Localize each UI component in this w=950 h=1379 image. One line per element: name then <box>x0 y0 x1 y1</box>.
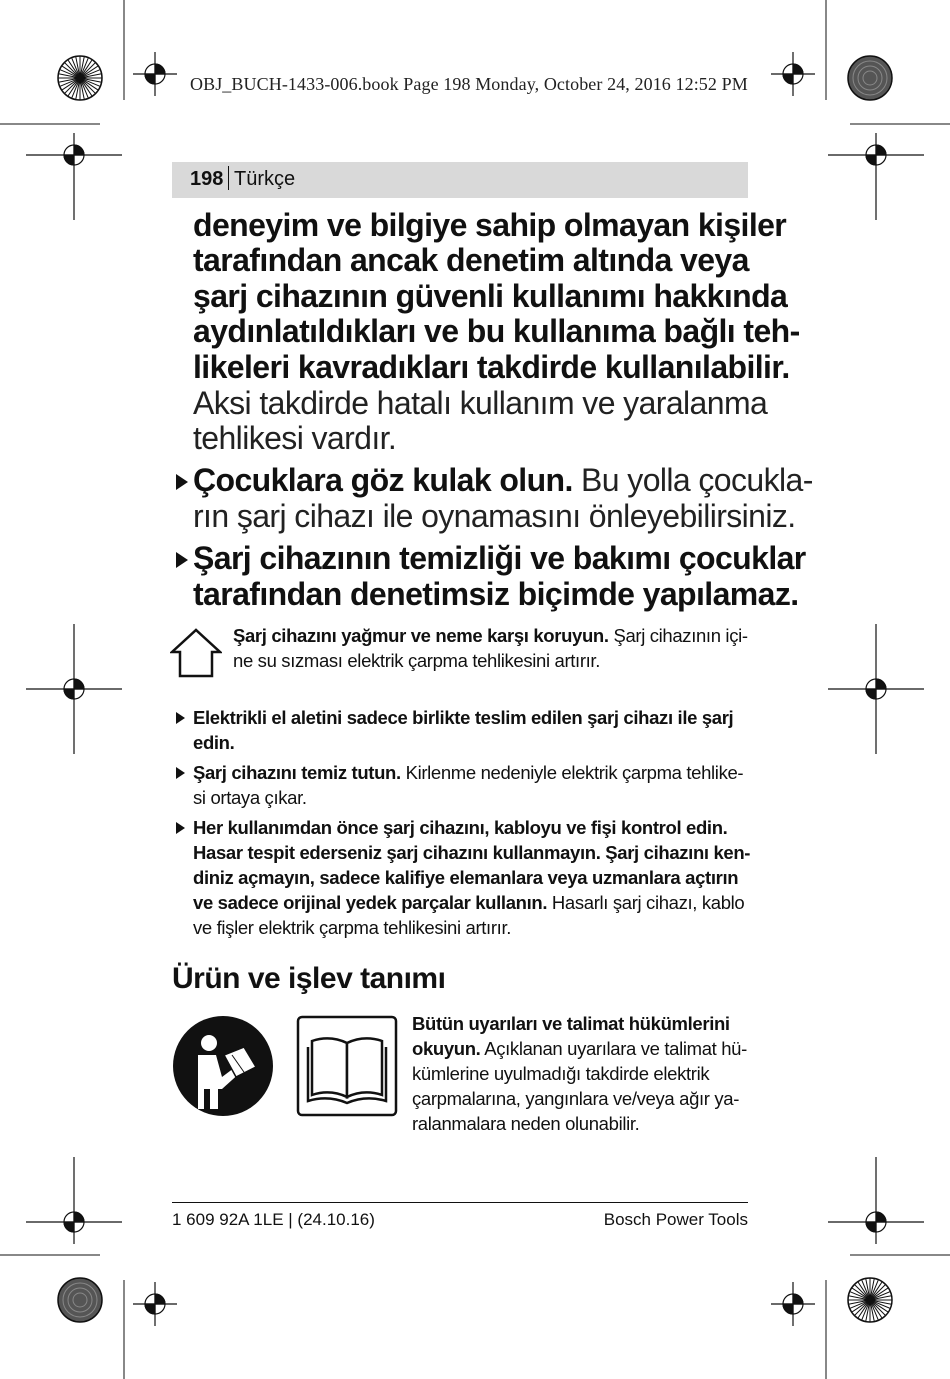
intro-line: likeleri kavradıkları takdirde kullanılabilir. <box>193 349 790 385</box>
indoor-notice <box>233 623 748 648</box>
intro-line: şarj cihazının güvenli kullanımı hakkında <box>193 278 788 314</box>
bullet-3-line5: ve fişler elektrik çarpma tehlikesini artırır. <box>193 917 512 938</box>
manual-book-icon <box>296 1015 398 1117</box>
manual-notice-text-line3: kümlerine uyulmadığı takdirde elektrik <box>412 1063 710 1084</box>
bullet-1-line2: edin. <box>193 732 235 753</box>
footer-doc-code: 1 609 92A 1LE | (24.10.16) <box>172 1210 375 1229</box>
header-divider <box>228 166 229 190</box>
warning-children-text: Bu yolla çocukla- <box>572 462 813 498</box>
warning-children-bold: Çocuklara göz kulak olun. <box>193 462 573 498</box>
bullet-3-line3-wrap <box>193 865 738 890</box>
indoor-use-house-icon <box>170 628 222 678</box>
manual-notice-text-line4: çarpmalarına, yangınlara ve/veya ağır ya- <box>412 1088 740 1109</box>
bullet-charger-only <box>193 705 733 730</box>
manual-notice-bold-line2: okuyun. <box>412 1038 481 1059</box>
read-manual-person-icon <box>172 1015 274 1117</box>
manual-notice-text-line5: ralanmalara neden olunabilir. <box>412 1113 640 1134</box>
bullet-3-line2-wrap <box>193 840 750 865</box>
page-number: 198 <box>190 168 224 190</box>
intro-line: Aksi takdirde hatalı kullanım ve yaralanma <box>193 385 768 421</box>
bullet-1-line2-wrap <box>193 730 234 755</box>
footer-divider <box>172 1202 748 1203</box>
intro-line: deneyim ve bilgiye sahip olmayan kişiler <box>193 207 787 243</box>
bullet-triangle-icon <box>176 822 185 834</box>
bullet-3-line4-bold: ve sadece orijinal yedek parçalar kullanın. <box>193 892 548 913</box>
bullet-3-line4-wrap <box>193 890 744 915</box>
bullet-3-line4-text: Hasarlı şarj cihazı, kablo <box>547 892 745 913</box>
print-slug: OBJ_BUCH-1433-006.book Page 198 Monday, October 24, 2016 12:52 PM <box>190 74 748 94</box>
warning-cleaning-line2: tarafından denetimsiz biçimde yapılamaz. <box>193 576 799 612</box>
bullet-2-text1: Kirlenme nedeniyle elektrik çarpma tehlike- <box>400 762 744 783</box>
bullet-3-line2: Hasar tespit ederseniz şarj cihazını kullanmayın. Şarj cihazını ken- <box>193 842 751 863</box>
bullet-3-line1: Her kullanımdan önce şarj cihazını, kabloyu ve fişi kontrol edin. <box>193 817 728 838</box>
intro-line: tarafından ancak denetim altında veya <box>193 242 749 278</box>
page-language: Türkçe <box>234 168 296 190</box>
bullet-triangle-icon <box>176 767 185 779</box>
bullet-triangle-icon <box>176 552 188 568</box>
intro-line: tehlikesi vardır. <box>193 420 397 456</box>
indoor-notice-text: Şarj cihazının içi- <box>608 625 748 646</box>
footer-brand: Bosch Power Tools <box>603 1210 748 1229</box>
manual-notice-bold-line1: Bütün uyarıları ve talimat hükümlerini <box>412 1013 730 1034</box>
manual-notice-text-line2: Açıklanan uyarılara ve talimat hü- <box>480 1038 747 1059</box>
bullet-2-text2: si ortaya çıkar. <box>193 787 307 808</box>
bullet-3-line1-wrap <box>193 815 727 840</box>
bullet-keep-clean <box>193 760 743 785</box>
intro-line: aydınlatıldıkları ve bu kullanıma bağlı teh- <box>193 313 800 349</box>
section-title: Ürün ve işlev tanımı <box>172 962 446 995</box>
bullet-3-line3: diniz açmayın, sadece kalifiye elemanlara veya uzmanlara açtırın <box>193 867 739 888</box>
bullet-2-bold: Şarj cihazını temiz tutun. <box>193 762 401 783</box>
bullet-1-line1: Elektrikli el aletini sadece birlikte teslim edilen şarj cihazı ile şarj <box>193 707 734 728</box>
warning-children <box>193 463 813 499</box>
indoor-notice-line2: ne su sızması elektrik çarpma tehlikesini artırır. <box>233 650 601 671</box>
bullet-triangle-icon <box>176 712 185 724</box>
indoor-notice-bold: Şarj cihazını yağmur ve neme karşı koruyun. <box>233 625 609 646</box>
warning-children-line2: rın şarj cihazı ile oynamasını önleyebilirsiniz. <box>193 498 796 534</box>
warning-cleaning-line1: Şarj cihazının temizliği ve bakımı çocuklar <box>193 540 806 576</box>
manual-notice-line1-wrap <box>412 1011 730 1036</box>
manual-notice-line2-wrap <box>412 1036 747 1061</box>
bullet-triangle-icon <box>176 474 188 490</box>
